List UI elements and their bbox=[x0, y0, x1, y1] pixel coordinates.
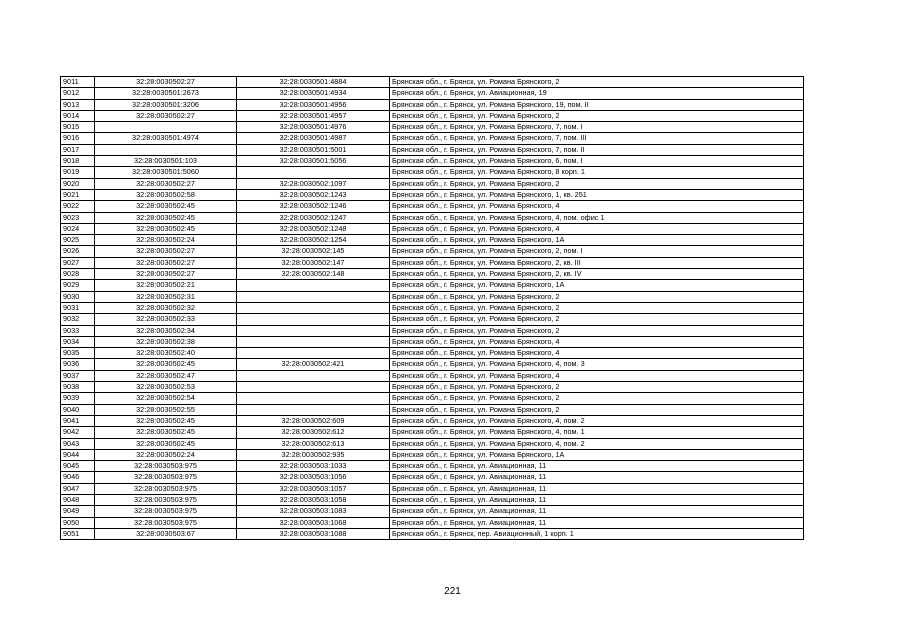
row-number-cell: 9018 bbox=[61, 156, 95, 167]
table-row bbox=[61, 122, 804, 133]
address-cell: Брянская обл., г. Брянск, ул. Романа Брянского, 2 bbox=[390, 77, 804, 88]
cadastral-number-cell: 32:28:0030502:1254 bbox=[237, 235, 390, 246]
cadastral-number-cell: 32:28:0030501:5001 bbox=[237, 144, 390, 155]
address-cell: Брянская обл., г. Брянск, ул. Авиационная, 11 bbox=[390, 472, 804, 483]
parent-cadastral-cell: 32:28:0030502:55 bbox=[95, 404, 237, 415]
cadastral-number-cell bbox=[237, 314, 390, 325]
row-number-cell: 9038 bbox=[61, 382, 95, 393]
address-cell: Брянская обл., г. Брянск, ул. Романа Брянского, 2, пом. I bbox=[390, 246, 804, 257]
parent-cadastral-cell: 32:28:0030502:32 bbox=[95, 302, 237, 313]
address-cell: Брянская обл., г. Брянск, ул. Романа Брянского, 2 bbox=[390, 110, 804, 121]
table-row bbox=[61, 189, 804, 200]
row-number-cell: 9016 bbox=[61, 133, 95, 144]
table-row bbox=[61, 415, 804, 426]
cadastral-table bbox=[60, 76, 804, 540]
address-cell: Брянская обл., г. Брянск, ул. Романа Брянского, 1А bbox=[390, 280, 804, 291]
parent-cadastral-cell: 32:28:0030502:38 bbox=[95, 336, 237, 347]
row-number-cell: 9026 bbox=[61, 246, 95, 257]
table-row bbox=[61, 280, 804, 291]
cadastral-number-cell: 32:28:0030502:145 bbox=[237, 246, 390, 257]
parent-cadastral-cell: 32:28:0030503:975 bbox=[95, 494, 237, 505]
address-cell: Брянская обл., г. Брянск, пер. Авиационный, 1 корп. 1 bbox=[390, 528, 804, 539]
cadastral-number-cell: 32:28:0030503:1068 bbox=[237, 517, 390, 528]
cadastral-number-cell: 32:28:0030501:4957 bbox=[237, 110, 390, 121]
table-row bbox=[61, 382, 804, 393]
row-number-cell: 9034 bbox=[61, 336, 95, 347]
address-cell: Брянская обл., г. Брянск, ул. Авиационная, 11 bbox=[390, 483, 804, 494]
table-row bbox=[61, 438, 804, 449]
parent-cadastral-cell: 32:28:0030503:975 bbox=[95, 517, 237, 528]
row-number-cell: 9015 bbox=[61, 122, 95, 133]
table-row bbox=[61, 156, 804, 167]
cadastral-number-cell: 32:28:0030502:1246 bbox=[237, 201, 390, 212]
address-cell: Брянская обл., г. Брянск, ул. Романа Брянского, 4, пом. офис 1 bbox=[390, 212, 804, 223]
table-row bbox=[61, 291, 804, 302]
parent-cadastral-cell bbox=[95, 144, 237, 155]
cadastral-number-cell: 32:28:0030502:1248 bbox=[237, 223, 390, 234]
cadastral-number-cell: 32:28:0030503:1058 bbox=[237, 494, 390, 505]
row-number-cell: 9041 bbox=[61, 415, 95, 426]
row-number-cell: 9049 bbox=[61, 506, 95, 517]
address-cell: Брянская обл., г. Брянск, ул. Романа Брянского, 4 bbox=[390, 336, 804, 347]
cadastral-number-cell: 32:28:0030501:4956 bbox=[237, 99, 390, 110]
row-number-cell: 9020 bbox=[61, 178, 95, 189]
cadastral-number-cell bbox=[237, 370, 390, 381]
row-number-cell: 9022 bbox=[61, 201, 95, 212]
cadastral-number-cell: 32:28:0030501:5056 bbox=[237, 156, 390, 167]
cadastral-number-cell: 32:28:0030502:935 bbox=[237, 449, 390, 460]
cadastral-number-cell bbox=[237, 291, 390, 302]
table-row bbox=[61, 133, 804, 144]
table-row bbox=[61, 472, 804, 483]
address-cell: Брянская обл., г. Брянск, ул. Романа Брянского, 4 bbox=[390, 348, 804, 359]
table-row bbox=[61, 370, 804, 381]
cadastral-number-cell: 32:28:0030502:1097 bbox=[237, 178, 390, 189]
parent-cadastral-cell: 32:28:0030502:45 bbox=[95, 438, 237, 449]
cadastral-number-cell: 32:28:0030502:609 bbox=[237, 415, 390, 426]
table-row bbox=[61, 201, 804, 212]
row-number-cell: 9021 bbox=[61, 189, 95, 200]
table-row bbox=[61, 269, 804, 280]
row-number-cell: 9014 bbox=[61, 110, 95, 121]
cadastral-number-cell bbox=[237, 336, 390, 347]
cadastral-number-cell: 32:28:0030501:4987 bbox=[237, 133, 390, 144]
parent-cadastral-cell: 32:28:0030503:975 bbox=[95, 472, 237, 483]
row-number-cell: 9012 bbox=[61, 88, 95, 99]
table-row bbox=[61, 517, 804, 528]
row-number-cell: 9035 bbox=[61, 348, 95, 359]
table-row bbox=[61, 494, 804, 505]
cadastral-number-cell bbox=[237, 167, 390, 178]
row-number-cell: 9027 bbox=[61, 257, 95, 268]
parent-cadastral-cell: 32:28:0030503:975 bbox=[95, 461, 237, 472]
cadastral-number-cell bbox=[237, 382, 390, 393]
table-row bbox=[61, 393, 804, 404]
parent-cadastral-cell bbox=[95, 122, 237, 133]
cadastral-number-cell bbox=[237, 280, 390, 291]
row-number-cell: 9011 bbox=[61, 77, 95, 88]
cadastral-number-cell: 32:28:0030502:148 bbox=[237, 269, 390, 280]
row-number-cell: 9040 bbox=[61, 404, 95, 415]
table-row bbox=[61, 506, 804, 517]
address-cell: Брянская обл., г. Брянск, ул. Романа Брянского, 6, пом. I bbox=[390, 156, 804, 167]
parent-cadastral-cell: 32:28:0030502:27 bbox=[95, 246, 237, 257]
parent-cadastral-cell: 32:28:0030501:103 bbox=[95, 156, 237, 167]
row-number-cell: 9047 bbox=[61, 483, 95, 494]
table-row bbox=[61, 449, 804, 460]
address-cell: Брянская обл., г. Брянск, ул. Романа Брянского, 7, пом. I bbox=[390, 122, 804, 133]
cadastral-number-cell: 32:28:0030503:1083 bbox=[237, 506, 390, 517]
table-row bbox=[61, 461, 804, 472]
row-number-cell: 9031 bbox=[61, 302, 95, 313]
address-cell: Брянская обл., г. Брянск, ул. Романа Брянского, 2, кв. IV bbox=[390, 269, 804, 280]
cadastral-number-cell: 32:28:0030502:147 bbox=[237, 257, 390, 268]
cadastral-number-cell: 32:28:0030502:421 bbox=[237, 359, 390, 370]
parent-cadastral-cell: 32:28:0030502:45 bbox=[95, 415, 237, 426]
table-row bbox=[61, 314, 804, 325]
cadastral-number-cell bbox=[237, 404, 390, 415]
row-number-cell: 9039 bbox=[61, 393, 95, 404]
table-row bbox=[61, 88, 804, 99]
row-number-cell: 9028 bbox=[61, 269, 95, 280]
parent-cadastral-cell: 32:28:0030502:54 bbox=[95, 393, 237, 404]
address-cell: Брянская обл., г. Брянск, ул. Романа Брянского, 2 bbox=[390, 404, 804, 415]
parent-cadastral-cell: 32:28:0030502:27 bbox=[95, 269, 237, 280]
table-row bbox=[61, 359, 804, 370]
cadastral-number-cell: 32:28:0030503:1056 bbox=[237, 472, 390, 483]
parent-cadastral-cell: 32:28:0030502:24 bbox=[95, 235, 237, 246]
row-number-cell: 9042 bbox=[61, 427, 95, 438]
table-row bbox=[61, 336, 804, 347]
address-cell: Брянская обл., г. Брянск, ул. Романа Брянского, 2 bbox=[390, 291, 804, 302]
row-number-cell: 9030 bbox=[61, 291, 95, 302]
address-cell: Брянская обл., г. Брянск, ул. Романа Брянского, 4, пом. 2 bbox=[390, 438, 804, 449]
address-cell: Брянская обл., г. Брянск, ул. Романа Брянского, 2 bbox=[390, 393, 804, 404]
table-row bbox=[61, 235, 804, 246]
parent-cadastral-cell: 32:28:0030502:27 bbox=[95, 257, 237, 268]
cadastral-number-cell bbox=[237, 325, 390, 336]
table-row bbox=[61, 483, 804, 494]
address-cell: Брянская обл., г. Брянск, ул. Романа Брянского, 4 bbox=[390, 223, 804, 234]
row-number-cell: 9033 bbox=[61, 325, 95, 336]
address-cell: Брянская обл., г. Брянск, ул. Романа Брянского, 4, пом. 2 bbox=[390, 415, 804, 426]
table-body bbox=[61, 77, 804, 540]
address-cell: Брянская обл., г. Брянск, ул. Романа Брянского, 2 bbox=[390, 302, 804, 313]
parent-cadastral-cell: 32:28:0030502:21 bbox=[95, 280, 237, 291]
table-row bbox=[61, 302, 804, 313]
row-number-cell: 9013 bbox=[61, 99, 95, 110]
row-number-cell: 9036 bbox=[61, 359, 95, 370]
parent-cadastral-cell: 32:28:0030502:40 bbox=[95, 348, 237, 359]
table-row bbox=[61, 167, 804, 178]
address-cell: Брянская обл., г. Брянск, ул. Романа Брянского, 7, пом. II bbox=[390, 144, 804, 155]
address-cell: Брянская обл., г. Брянск, ул. Романа Брянского, 19, пом. II bbox=[390, 99, 804, 110]
parent-cadastral-cell: 32:28:0030502:45 bbox=[95, 212, 237, 223]
parent-cadastral-cell: 32:28:0030501:3206 bbox=[95, 99, 237, 110]
row-number-cell: 9023 bbox=[61, 212, 95, 223]
address-cell: Брянская обл., г. Брянск, ул. Романа Брянского, 1А bbox=[390, 449, 804, 460]
cadastral-number-cell: 32:28:0030501:4884 bbox=[237, 77, 390, 88]
row-number-cell: 9051 bbox=[61, 528, 95, 539]
row-number-cell: 9043 bbox=[61, 438, 95, 449]
table-row bbox=[61, 427, 804, 438]
row-number-cell: 9019 bbox=[61, 167, 95, 178]
parent-cadastral-cell: 32:28:0030501:4974 bbox=[95, 133, 237, 144]
table-row bbox=[61, 212, 804, 223]
cadastral-number-cell: 32:28:0030501:4934 bbox=[237, 88, 390, 99]
row-number-cell: 9024 bbox=[61, 223, 95, 234]
parent-cadastral-cell: 32:28:0030502:27 bbox=[95, 178, 237, 189]
cadastral-number-cell: 32:28:0030503:1088 bbox=[237, 528, 390, 539]
cadastral-number-cell bbox=[237, 348, 390, 359]
parent-cadastral-cell: 32:28:0030501:2673 bbox=[95, 88, 237, 99]
cadastral-number-cell bbox=[237, 302, 390, 313]
row-number-cell: 9045 bbox=[61, 461, 95, 472]
address-cell: Брянская обл., г. Брянск, ул. Романа Брянского, 4, пом. 3 bbox=[390, 359, 804, 370]
table-row bbox=[61, 404, 804, 415]
table-row bbox=[61, 246, 804, 257]
row-number-cell: 9037 bbox=[61, 370, 95, 381]
parent-cadastral-cell: 32:28:0030502:53 bbox=[95, 382, 237, 393]
parent-cadastral-cell: 32:28:0030502:27 bbox=[95, 110, 237, 121]
address-cell: Брянская обл., г. Брянск, ул. Авиационная, 11 bbox=[390, 506, 804, 517]
address-cell: Брянская обл., г. Брянск, ул. Романа Брянского, 4, пом. 1 bbox=[390, 427, 804, 438]
cadastral-number-cell: 32:28:0030502:1247 bbox=[237, 212, 390, 223]
page-number: 221 bbox=[444, 586, 461, 597]
address-cell: Брянская обл., г. Брянск, ул. Романа Брянского, 2 bbox=[390, 178, 804, 189]
cadastral-number-cell: 32:28:0030502:1243 bbox=[237, 189, 390, 200]
table-row bbox=[61, 178, 804, 189]
table-row bbox=[61, 348, 804, 359]
address-cell: Брянская обл., г. Брянск, ул. Романа Брянского, 2, кв. III bbox=[390, 257, 804, 268]
parent-cadastral-cell: 32:28:0030502:58 bbox=[95, 189, 237, 200]
parent-cadastral-cell: 32:28:0030502:45 bbox=[95, 359, 237, 370]
parent-cadastral-cell: 32:28:0030502:34 bbox=[95, 325, 237, 336]
cadastral-number-cell: 32:28:0030501:4976 bbox=[237, 122, 390, 133]
parent-cadastral-cell: 32:28:0030503:975 bbox=[95, 506, 237, 517]
cadastral-number-cell: 32:28:0030503:1033 bbox=[237, 461, 390, 472]
parent-cadastral-cell: 32:28:0030502:45 bbox=[95, 201, 237, 212]
address-cell: Брянская обл., г. Брянск, ул. Романа Брянского, 1, кв. 251 bbox=[390, 189, 804, 200]
row-number-cell: 9025 bbox=[61, 235, 95, 246]
address-cell: Брянская обл., г. Брянск, ул. Романа Брянского, 2 bbox=[390, 382, 804, 393]
address-cell: Брянская обл., г. Брянск, ул. Авиационная, 11 bbox=[390, 517, 804, 528]
parent-cadastral-cell: 32:28:0030501:5060 bbox=[95, 167, 237, 178]
address-cell: Брянская обл., г. Брянск, ул. Романа Брянского, 4 bbox=[390, 370, 804, 381]
address-cell: Брянская обл., г. Брянск, ул. Романа Брянского, 7, пом. III bbox=[390, 133, 804, 144]
row-number-cell: 9046 bbox=[61, 472, 95, 483]
table-row bbox=[61, 325, 804, 336]
parent-cadastral-cell: 32:28:0030502:31 bbox=[95, 291, 237, 302]
address-cell: Брянская обл., г. Брянск, ул. Авиационная, 19 bbox=[390, 88, 804, 99]
parent-cadastral-cell: 32:28:0030502:33 bbox=[95, 314, 237, 325]
address-cell: Брянская обл., г. Брянск, ул. Романа Брянского, 2 bbox=[390, 325, 804, 336]
table-row bbox=[61, 144, 804, 155]
address-cell: Брянская обл., г. Брянск, ул. Авиационная, 11 bbox=[390, 494, 804, 505]
address-cell: Брянская обл., г. Брянск, ул. Романа Брянского, 8 корп. 1 bbox=[390, 167, 804, 178]
parent-cadastral-cell: 32:28:0030502:47 bbox=[95, 370, 237, 381]
table-row bbox=[61, 99, 804, 110]
parent-cadastral-cell: 32:28:0030502:24 bbox=[95, 449, 237, 460]
address-cell: Брянская обл., г. Брянск, ул. Романа Брянского, 2 bbox=[390, 314, 804, 325]
cadastral-number-cell: 32:28:0030502:612 bbox=[237, 427, 390, 438]
row-number-cell: 9029 bbox=[61, 280, 95, 291]
cadastral-number-cell: 32:28:0030502:613 bbox=[237, 438, 390, 449]
address-cell: Брянская обл., г. Брянск, ул. Романа Брянского, 1А bbox=[390, 235, 804, 246]
address-cell: Брянская обл., г. Брянск, ул. Авиационная, 11 bbox=[390, 461, 804, 472]
table-row bbox=[61, 223, 804, 234]
parent-cadastral-cell: 32:28:0030503:67 bbox=[95, 528, 237, 539]
table-row bbox=[61, 528, 804, 539]
cadastral-number-cell bbox=[237, 393, 390, 404]
row-number-cell: 9048 bbox=[61, 494, 95, 505]
parent-cadastral-cell: 32:28:0030502:45 bbox=[95, 223, 237, 234]
table-row bbox=[61, 257, 804, 268]
table-row bbox=[61, 77, 804, 88]
parent-cadastral-cell: 32:28:0030502:45 bbox=[95, 427, 237, 438]
row-number-cell: 9032 bbox=[61, 314, 95, 325]
row-number-cell: 9044 bbox=[61, 449, 95, 460]
table-row bbox=[61, 110, 804, 121]
parent-cadastral-cell: 32:28:0030503:975 bbox=[95, 483, 237, 494]
row-number-cell: 9017 bbox=[61, 144, 95, 155]
cadastral-number-cell: 32:28:0030503:1057 bbox=[237, 483, 390, 494]
parent-cadastral-cell: 32:28:0030502:27 bbox=[95, 77, 237, 88]
address-cell: Брянская обл., г. Брянск, ул. Романа Брянского, 4 bbox=[390, 201, 804, 212]
row-number-cell: 9050 bbox=[61, 517, 95, 528]
